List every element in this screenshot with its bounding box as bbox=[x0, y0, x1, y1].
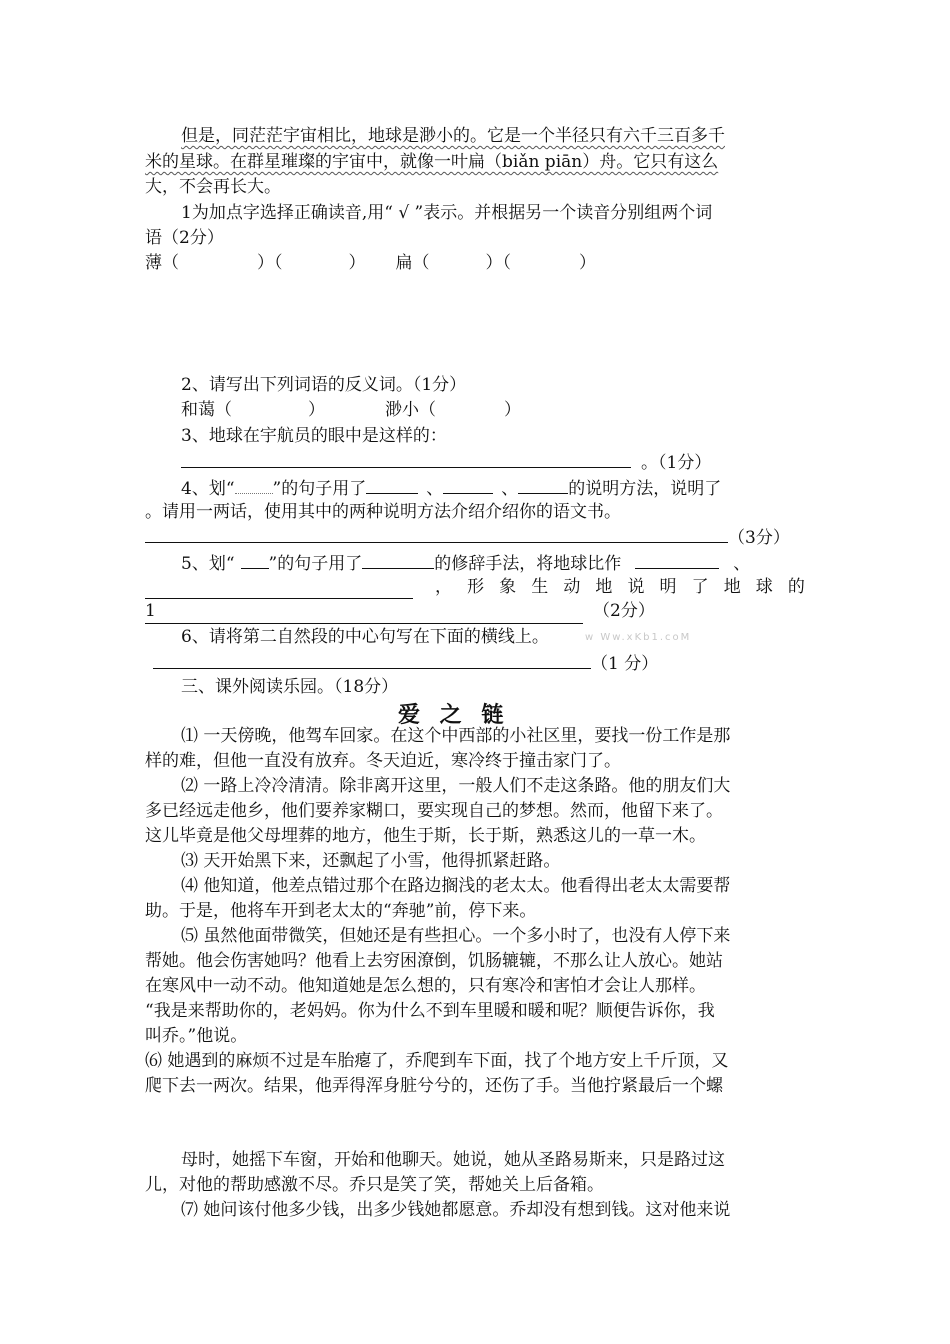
q1-paren-mid-b: ）（ bbox=[485, 253, 511, 273]
q4-text-2: ”的句子用了 bbox=[272, 479, 367, 499]
q2-answer-row bbox=[181, 398, 521, 422]
story-p6b: 爬下去一两次。结果，他弄得浑身脏兮兮的，还伤了手。当他拧紧最后一个螺 bbox=[145, 1076, 723, 1096]
story-p2a: ⑵ 一路上冷冷清清。除非离开这里，一般人们不走这条路。他的朋友们大 bbox=[181, 776, 731, 796]
q4-instruction: 。请用一两话，使用其中的两种说明方法介绍介绍你的语文书。 bbox=[145, 502, 621, 522]
q2-word-b: 渺小（ bbox=[385, 400, 436, 420]
q1-paren-close-b: ） bbox=[579, 253, 596, 273]
q4-text-3: 的说明方法，说明了 bbox=[568, 479, 722, 499]
story-p4a: ⑷ 他知道，他差点错过那个在路边搁浅的老太太。他看得出老太太需要帮 bbox=[181, 876, 731, 896]
q3-score: 。（1分） bbox=[641, 453, 712, 473]
q4-blank-3[interactable] bbox=[518, 475, 568, 494]
story-p1b: 样的难，但他一直没有放弃。冬天迫近，寒冷终于撞击家门了。 bbox=[145, 751, 621, 771]
q6-score: （1 分） bbox=[591, 654, 659, 674]
story-p2c: 这儿毕竟是他父母埋葬的地方，他生于斯，长于斯，熟悉这儿的一草一木。 bbox=[145, 826, 706, 846]
story-p5a: ⑸ 虽然他面带微笑，但她还是有些担心。一个多小时了，也没有人停下来 bbox=[181, 926, 731, 946]
q2-prompt: 2、请写出下列词语的反义词。（1分） bbox=[181, 375, 467, 395]
q1-answer-row bbox=[145, 251, 596, 275]
story-p1a: ⑴ 一天傍晚，他驾车回家。在这个中西部的小社区里，要找一份工作是那 bbox=[181, 726, 731, 746]
q2-close-b: ） bbox=[504, 400, 521, 420]
q6-answer-line[interactable] bbox=[153, 650, 591, 669]
q2-word-a: 和蔼（ bbox=[181, 400, 232, 420]
passage-line-2 bbox=[145, 150, 718, 174]
q1-paren-mid-a: ）（ bbox=[257, 253, 283, 273]
section3-heading: 三、课外阅读乐园。（18分） bbox=[181, 677, 399, 697]
q5-blank-2[interactable] bbox=[635, 550, 719, 569]
q6-prompt: 6、请将第二自然段的中心句写在下面的横线上。 bbox=[181, 627, 549, 647]
q1-char-b: 扁（ bbox=[395, 253, 430, 273]
q5-text-1: 5、划“ bbox=[181, 554, 235, 574]
q1-prompt-cont: 语（2分） bbox=[145, 228, 224, 248]
passage-line-3: 大，不会再长大。 bbox=[145, 177, 281, 197]
story-p6a: ⑹ 她遇到的麻烦不过是车胎瘪了，乔爬到车下面，找了个地方安上千斤顶，又 bbox=[145, 1051, 729, 1071]
q4-sep-1: 、 bbox=[426, 479, 444, 499]
q5-spread-char: 象 bbox=[499, 577, 517, 597]
q5-blank-1[interactable] bbox=[362, 550, 434, 569]
q5-spread-char: ， bbox=[435, 577, 452, 597]
story-p5e: 叫乔。”他说。 bbox=[145, 1026, 248, 1046]
q5-spread-text bbox=[435, 575, 805, 599]
q5-text-3: 的修辞手法，将地球比作 bbox=[434, 554, 622, 574]
q4-answer-line[interactable] bbox=[145, 524, 728, 543]
passage-line-1 bbox=[181, 124, 725, 148]
q6-answer-row bbox=[153, 650, 658, 676]
q5-spread-char: 说 bbox=[627, 577, 645, 597]
story-p4b: 助。于是，他将车开到老太太的“奔驰”前，停下来。 bbox=[145, 901, 537, 921]
q5-line-lead: 1 bbox=[145, 601, 156, 621]
q3-prompt: 3、地球在宇航员的眼中是这样的： bbox=[181, 426, 447, 446]
q5-spread-char: 生 bbox=[531, 577, 549, 597]
q5-spread-char: 地 bbox=[723, 577, 741, 597]
passage-line-2-text: 米的星球。在群星璀璨的宇宙中，就像一叶扁（biǎn piān）舟。它只有这么 bbox=[145, 152, 719, 172]
q5-score: （2分） bbox=[593, 601, 655, 621]
q3-answer-row bbox=[181, 449, 711, 475]
q5-blank-3[interactable] bbox=[145, 580, 413, 599]
story-p3: ⑶ 天开始黑下来，还飘起了小雪，他得抓紧赶路。 bbox=[181, 851, 561, 871]
q5-spread-char: 地 bbox=[595, 577, 613, 597]
story-p5d: “我是来帮助你的，老妈妈。你为什么不到车里暖和暖和呢？顺便告诉你，我 bbox=[145, 1001, 715, 1021]
story-p5b: 帮她。他会伤害她吗？他看上去穷困潦倒，饥肠辘辘，不那么让人放心。她站 bbox=[145, 951, 723, 971]
q5-sep: 、 bbox=[733, 554, 751, 574]
q5-line-2 bbox=[145, 575, 805, 599]
q3-answer-line[interactable] bbox=[181, 449, 631, 468]
story-p2b: 多已经远走他乡，他们要养家糊口，要实现自己的梦想。然而，他留下来了。 bbox=[145, 801, 723, 821]
q4-score: （3分） bbox=[728, 528, 790, 548]
q5-spread-char: 明 bbox=[659, 577, 677, 597]
q5-underline-mark bbox=[241, 550, 269, 569]
q4-prompt bbox=[181, 475, 721, 501]
q1-prompt: 1为加点字选择正确读音,用“ √ ”表示。并根据另一个读音分别组两个词 bbox=[181, 203, 713, 223]
q4-wavy-mark bbox=[235, 475, 273, 494]
story-p5c: 在寒风中一动不动。他知道她是怎么想的，只有寒冷和害怕才会让人那样。 bbox=[145, 976, 706, 996]
q5-spread-char: 形 bbox=[467, 577, 485, 597]
q1-char-a: 薄（ bbox=[145, 253, 179, 273]
q5-spread-char: 了 bbox=[691, 577, 709, 597]
q2-close-a: ） bbox=[308, 400, 325, 420]
q5-line-3 bbox=[145, 599, 655, 624]
q5-spread-char: 的 bbox=[787, 577, 805, 597]
q5-text-2: ”的句子用了 bbox=[268, 554, 363, 574]
watermark: w Ww.xKb1.coM bbox=[585, 632, 692, 643]
q5-prompt bbox=[181, 550, 750, 576]
q5-answer-line[interactable] bbox=[145, 599, 583, 624]
q4-blank-1[interactable] bbox=[366, 475, 418, 494]
story-p6d: 儿，对他的帮助感激不尽。乔只是笑了笑，帮她关上后备箱。 bbox=[145, 1175, 604, 1195]
story-p7a: ⑺ 她问该付他多少钱，出多少钱她都愿意。乔却没有想到钱。这对他来说 bbox=[181, 1200, 731, 1220]
story-title: 爱 之 链 bbox=[398, 703, 510, 728]
q4-blank-2[interactable] bbox=[443, 475, 493, 494]
q4-sep-2: 、 bbox=[501, 479, 519, 499]
q4-text-1: 4、划“ bbox=[181, 479, 235, 499]
q5-spread-char: 球 bbox=[755, 577, 773, 597]
q4-answer-row bbox=[145, 524, 790, 550]
passage-line-1-text: 但是，同茫茫宇宙相比，地球是渺小的。它是一个半径只有六千三百多千 bbox=[181, 126, 725, 146]
story-p6c: 母时，她摇下车窗，开始和他聊天。她说，她从圣路易斯来，只是路过这 bbox=[181, 1150, 725, 1170]
q5-spread-char: 动 bbox=[563, 577, 581, 597]
q1-paren-close-a: ） bbox=[348, 253, 366, 273]
